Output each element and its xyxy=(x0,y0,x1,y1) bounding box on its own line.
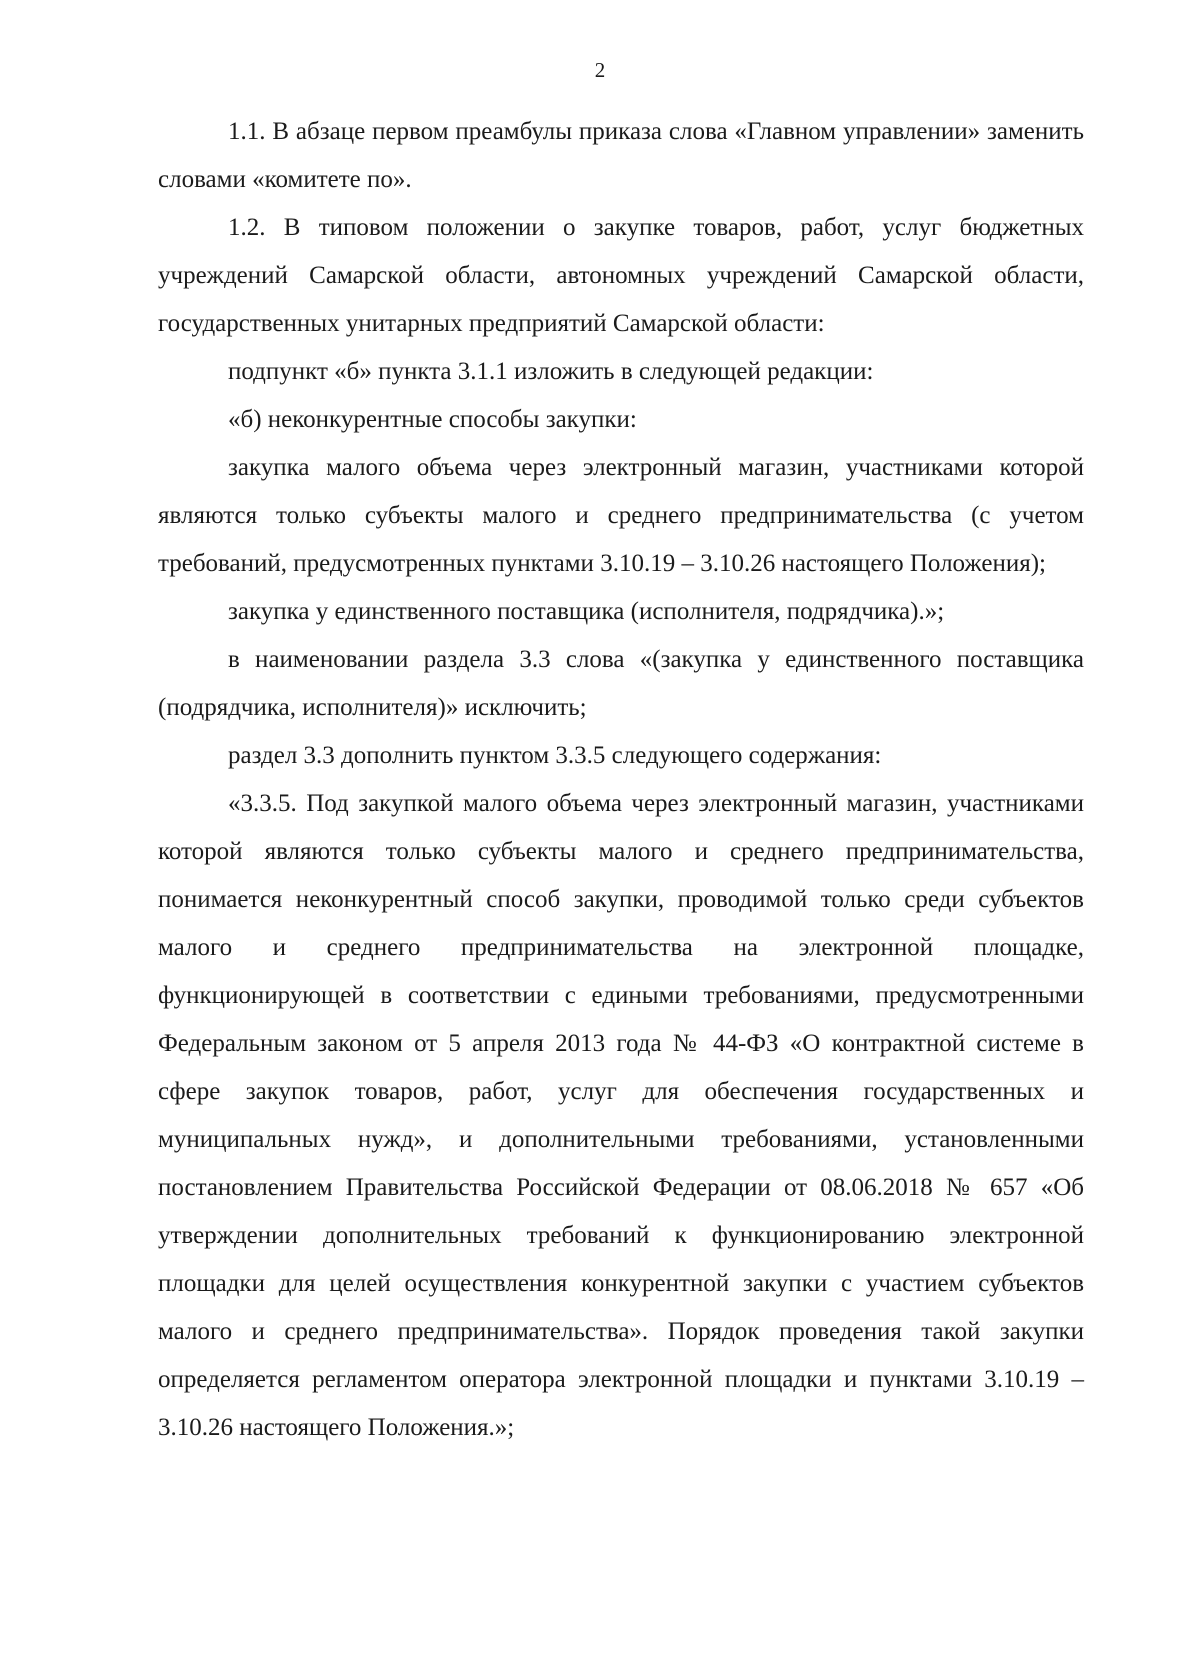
page-number: 2 xyxy=(594,58,606,82)
paragraph-single-supplier: закупка у единственного поставщика (исполнителя, подрядчика).»; xyxy=(228,598,945,625)
document-body xyxy=(158,108,1084,1452)
paragraph-1-2: 1.2. В типовом положении о закупке товаров, работ, услуг бюджетных учреждений Самарской области, автономных учреждений Самарской области, государственных унитарных предприятий Самарской области: xyxy=(158,214,1084,337)
paragraph-section-title-change: в наименовании раздела 3.3 слова «(закупка у единственного поставщика (подрядчика, исполнителя)» исключить; xyxy=(158,646,1084,721)
paragraph-small-volume-purchase: закупка малого объема через электронный магазин, участниками которой являются только субъекты малого и среднего предпринимательства (с учетом требований, предусмотренных пунктами 3.10.19 – 3.10.26 настоящего Положения); xyxy=(158,454,1084,577)
paragraph-3-3-5: «3.3.5. Под закупкой малого объема через электронный магазин, участниками которой являются только субъекты малого и среднего предпринимательства, понимается неконкурентный способ закупки, проводимой только среди субъектов малого и среднего предпринимательства на электронной площадке, функционирующей в соответствии с едиными требованиями, предусмотренными Федеральным законом от 5 апреля 2013 года № 44-ФЗ «О контрактной системе в сфере закупок товаров, работ, услуг для обеспечения государственных и муниципальных нужд», и дополнительными требованиями, установленными постановлением Правительства Российской Федерации от 08.06.2018 № 657 «Об утверждении дополнительных требований к функционированию электронной площадки для целей осуществления конкурентной закупки с участием субъектов малого и среднего предпринимательства». Порядок проведения такой закупки определяется регламентом оператора электронной площадки и пунктами 3.10.19 – 3.10.26 настоящего Положения.»; xyxy=(158,790,1084,1441)
paragraph-1-1: 1.1. В абзаце первом преамбулы приказа слова «Главном управлении» заменить словами «комитете по». xyxy=(158,118,1084,193)
paragraph-subitem-b-intro: подпункт «б» пункта 3.1.1 изложить в следующей редакции: xyxy=(228,358,874,385)
paragraph-section-addition: раздел 3.3 дополнить пунктом 3.3.5 следующего содержания: xyxy=(228,742,882,769)
paragraph-noncompetitive-methods: «б) неконкурентные способы закупки: xyxy=(228,406,637,433)
